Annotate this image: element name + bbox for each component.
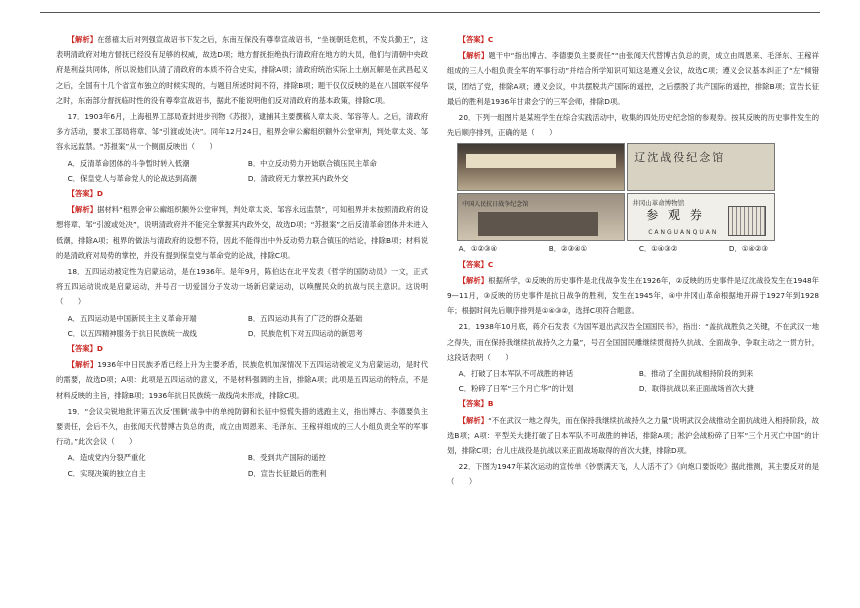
option: A．造成党内分裂严重化	[67, 453, 146, 463]
options-21	[447, 366, 819, 396]
option: B．中立反动势力开始联合镇压民主革命	[247, 158, 377, 168]
option: D．取得抗战以来正面战场首次大捷	[638, 384, 754, 394]
option: A．五四运动是中国新民主主义革命开端	[67, 313, 197, 323]
ticket-photo-2: 辽沈战役纪念馆	[627, 143, 775, 191]
option: D．民族危机下对五四运动的新思考	[247, 328, 363, 338]
option: B．受到共产国际的遥控	[247, 453, 326, 463]
analysis-21: 【解析】“不在武汉一地之得失，而在保持我继续抗战持久之力量”说明武汉会战推动全面抗战进入相持阶段，故选B项；A项：平型关大捷打破了日本军队不可战胜的神话，排除A项；淞沪会战粉碎了日军“三个月灭亡中国”的计划，排除C项；台儿庄战役是抗战以来正面战场取得的首次大捷，排除D项。	[447, 415, 820, 456]
option: B．②③④①	[548, 244, 588, 254]
option: C．保皇党人与革命党人的论战达到高潮	[67, 173, 197, 183]
ticket-photo-3: 中国人民抗日战争纪念馆	[457, 193, 625, 241]
option: A．反清革命团体的斗争暂时转入低潮	[67, 158, 190, 168]
options-19	[56, 450, 428, 480]
analysis-20: 【解析】根据所学，①反映的历史事件是北伐战争发生在1926年，②反映的历史事件是辽沈战役发生在1948年9—11月，③反映的历史事件是抗日战争的胜利，发生在1945年，④中井冈山革命根据地开辟于1927年到1928年；根据时间先后顺序排列是①④③②，选择C项符合题意。	[447, 275, 819, 316]
option: C．以五四精神服务于抗日民族统一战线	[67, 328, 197, 338]
question-17: 17．1903年6月，上海租界工部局查封进步刊物《苏报》，逮捕其主要撰稿人章太炎、邹容等人。之后，清政府多方活动，要求工部局将章、邹“引渡或处决”。同年12月24日，租界会审公廨组织额外公堂审判，判处章太炎、邹容永远监禁。“苏报案”从一个侧面反映出（ ）	[56, 112, 428, 152]
option: B．推动了全面抗战相持阶段的到来	[638, 369, 754, 379]
options-17	[56, 156, 428, 186]
question-22: 22．下图为1947年某次运动的宣传单《钞票满天飞，人人活不了》《向炮口要饭吃》据此推测，其主要反对的是（ ）	[447, 462, 819, 487]
option: D．①④②③	[728, 244, 768, 254]
answer-20: 【答案】C	[458, 259, 494, 269]
question-19: 19．“会议尖锐地批评第五次反‘围剿’战争中的单纯防御和长征中惊慌失措的逃跑主义，指出博古、李德要负主要责任，会后不久，由张闻天代替博古负总的责，成立由周恩来、毛泽东、王稼祥组成的三人小组负责全军的军事行动。”此次会议（ ）	[56, 406, 428, 447]
analysis-18: 【解析】1936年中日民族矛盾已经上升为主要矛盾，民族危机加深情况下五四运动被定义为启蒙运动，是时代的需要，故选D项；A项：此项是五四运动的意义，不是材料强调的主旨，排除A项；此项是五四运动的特点，不是材料反映的主旨，排除B项；1936年抗日民族统一战线尚未形成，排除C项。	[56, 360, 428, 400]
question-21: 21．1938年10月底，蒋介石发表《为国军退出武汉告全国国民书》，指出：“盖抗战胜负之关键，不在武汉一地之得失，而在保持我继续抗战持久之力量”，号召全国国民雕继续贯彻持久抗战、全面战争、争取主动之一贯方针，这段话表明（ ）	[447, 322, 819, 362]
header-rule	[40, 12, 820, 13]
option: A．①②③④	[458, 244, 498, 254]
answer-18: 【答案】D	[67, 344, 103, 354]
ticket-photos	[457, 143, 775, 239]
ticket-photo-4: 井冈山革命博物馆 参 观 券 CANGUANQUAN	[627, 193, 775, 241]
option: D．清政府无力掌控其内政外交	[247, 173, 349, 183]
option: C．①④③②	[638, 244, 678, 254]
option: A．打破了日本军队不可战胜的神话	[458, 369, 574, 379]
option: B．五四运动具有了广泛的群众基础	[247, 313, 363, 323]
answer-21: 【答案】B	[458, 399, 494, 409]
option: D．宣告长征最后的胜利	[247, 468, 327, 478]
left-column	[56, 32, 428, 481]
options-20	[447, 241, 819, 256]
analysis-16: 【解析】在慈禧太后对列强宣战诏书下发之后，东南互保没有尊奉宣战诏书，“坐视朝廷危机，不发兵勤王”，这表明清政府对地方督抚已经没有足够的权威，故选D项；地方督抚拒绝执行清政府在地方的大员，他们与清朝中央政府是利益共同体，所以说他们认清了清政府的本质不符合史实，排除A项；清政府统治实际上土崩瓦解是在武昌起义之后，全国有十几个省宣布独立的时候实现的，与题目所述时间不符，排除B项；题干仅仅反映的是在八国联军侵华之时，东南部分督抚临时性的没有尊奉宣战诏书，据此不能说明他们反对清政府的基本政策，排除C项。	[56, 35, 429, 105]
answer-19: 【答案】C	[458, 35, 494, 44]
answer-17: 【答案】D	[67, 189, 103, 199]
option: C．粉碎了日军“三个月亡华”的计划	[458, 384, 574, 394]
question-20: 20．下列一组图片是某班学生在综合实践活动中，收集的四处历史纪念馆的参观券。按其反映的历史事件发生的先后顺序排列，正确的是（ ）	[447, 113, 819, 138]
right-column	[447, 32, 819, 491]
analysis-17: 【解析】据材料“租界会审公廨组织额外公堂审判，判处章太炎、邹容永远监禁”，可知租界并未按照清政府的设想将章、邹“引渡或处决”，说明清政府并不能完全掌握其内政外交，故选D项；“苏报案”之后反清革命团体并未进入低潮，排除A项；租界的做法与清政府的设想不符，因此不能得出中外反动势力联合镇压的结论，排除B项；材料说的是清政府对局势的掌控，并没有提到保皇党与革命党的论战，排除C项。	[56, 205, 429, 260]
options-18	[56, 311, 428, 341]
analysis-19: 【解析】题干中“指出博古、李德要负主要责任”“由张闻天代替博古负总的责，成立由周恩来、毛泽东、王稼祥组成的三人小组负责全军的军事行动”并结合所学知识可知这是遵义会议，故选C项；遵义会议基本纠正了“左”倾错误，团结了党，排除A项；遵义会议，中共摆脱共产国际的遥控，之后摆脱了共产国际的遥控，排除B项；宣告长征最后的胜利是1936年甘肃会宁的三军会师，排除D项。	[447, 51, 820, 106]
option: C．实现决策的独立自主	[67, 468, 146, 478]
ticket-photo-1	[457, 143, 625, 191]
question-18: 18．五四运动被定性为启蒙运动，是在1936年。是年9月，陈伯达在北平发表《哲学的国防动员》一文，正式将五四运动说成是启蒙运动，并号召一切爱国分子发动一场新启蒙运动，以唤醒民众的抗战与民主意识。这说明（ ）	[56, 267, 428, 307]
